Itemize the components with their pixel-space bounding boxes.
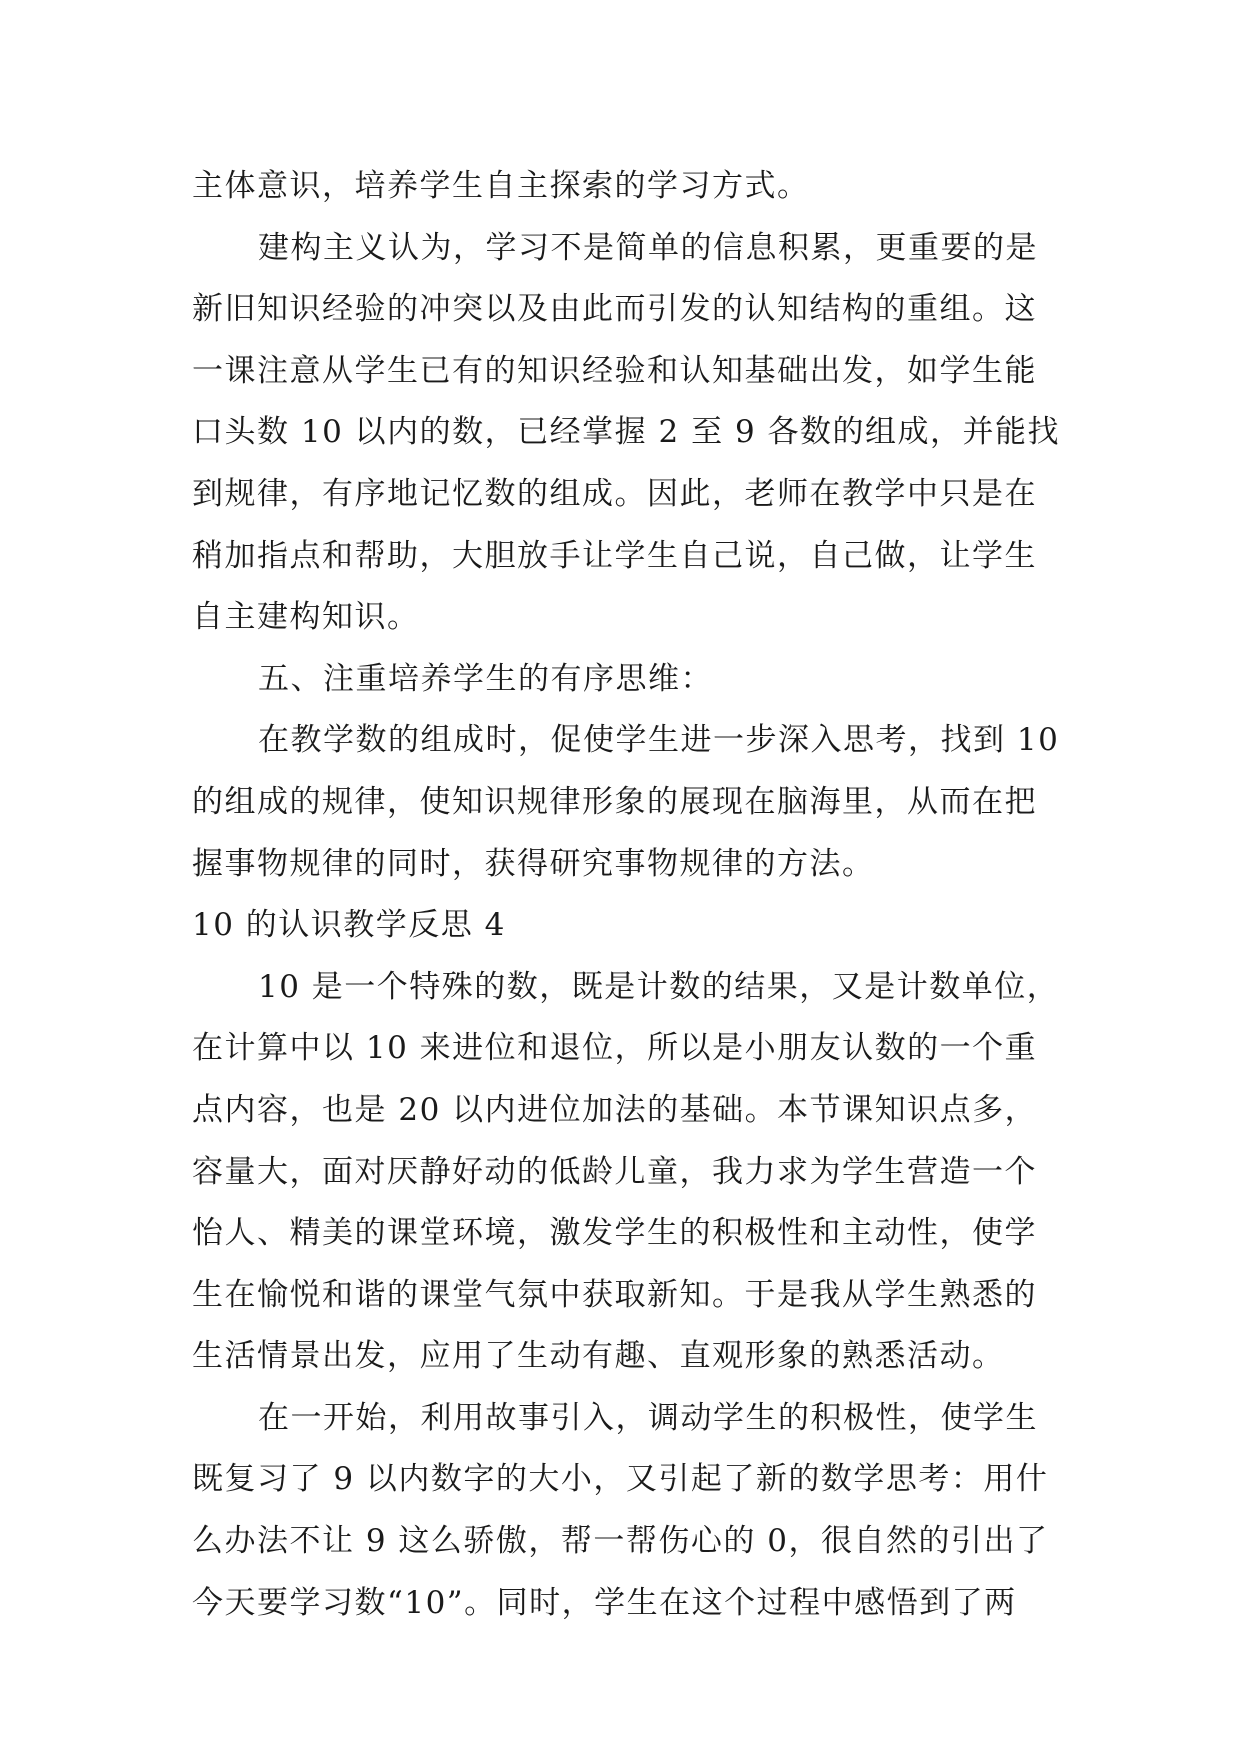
text-line: 新旧知识经验的冲突以及由此而引发的认知结构的重组。这 [192,291,1037,328]
document-body [192,156,1062,1634]
text-line: 握事物规律的同时，获得研究事物规律的方法。 [192,845,875,882]
text-line: 今天要学习数“10”。同时，学生在这个过程中感悟到了两 [192,1584,1017,1621]
text-line: 生在愉悦和谐的课堂气氛中获取新知。于是我从学生熟悉的 [192,1276,1037,1313]
text-line: 么办法不让 9 这么骄傲，帮一帮伤心的 0，很自然的引出了 [192,1523,1049,1560]
text-line: 在教学数的组成时，促使学生进一步深入思考，找到 10 [258,722,1060,759]
article-title: 10 的认识教学反思 4 [192,907,506,944]
text-line: 怡人、精美的课堂环境，激发学生的积极性和主动性，使学 [192,1215,1037,1252]
section-heading: 五、注重培养学生的有序思维： [258,660,713,697]
text-line: 既复习了 9 以内数字的大小，又引起了新的数学思考：用什 [192,1461,1049,1498]
text-line: 生活情景出发，应用了生动有趣、直观形象的熟悉活动。 [192,1338,1005,1375]
text-line: 在一开始，利用故事引入，调动学生的积极性，使学生 [258,1399,1038,1436]
text-line: 一课注意从学生已有的知识经验和认知基础出发，如学生能 [192,352,1037,389]
text-line: 点内容，也是 20 以内进位加法的基础。本节课知识点多， [192,1091,1038,1128]
text-line: 到规律，有序地记忆数的组成。因此，老师在教学中只是在 [192,475,1037,512]
text-line: 的组成的规律，使知识规律形象的展现在脑海里，从而在把 [192,783,1037,820]
text-line: 10 是一个特殊的数，既是计数的结果，又是计数单位， [258,968,1060,1005]
text-line: 在计算中以 10 来进位和退位，所以是小朋友认数的一个重 [192,1030,1038,1067]
text-line: 口头数 10 以内的数，已经掌握 2 至 9 各数的组成，并能找 [192,414,1061,451]
text-line: 建构主义认为，学习不是简单的信息积累，更重要的是 [258,229,1038,266]
text-line: 主体意识，培养学生自主探索的学习方式。 [192,168,810,204]
text-line: 容量大，面对厌静好动的低龄儿童，我力求为学生营造一个 [192,1153,1037,1190]
text-line: 自主建构知识。 [192,599,420,636]
text-line: 稍加指点和帮助，大胆放手让学生自己说，自己做，让学生 [192,537,1037,574]
